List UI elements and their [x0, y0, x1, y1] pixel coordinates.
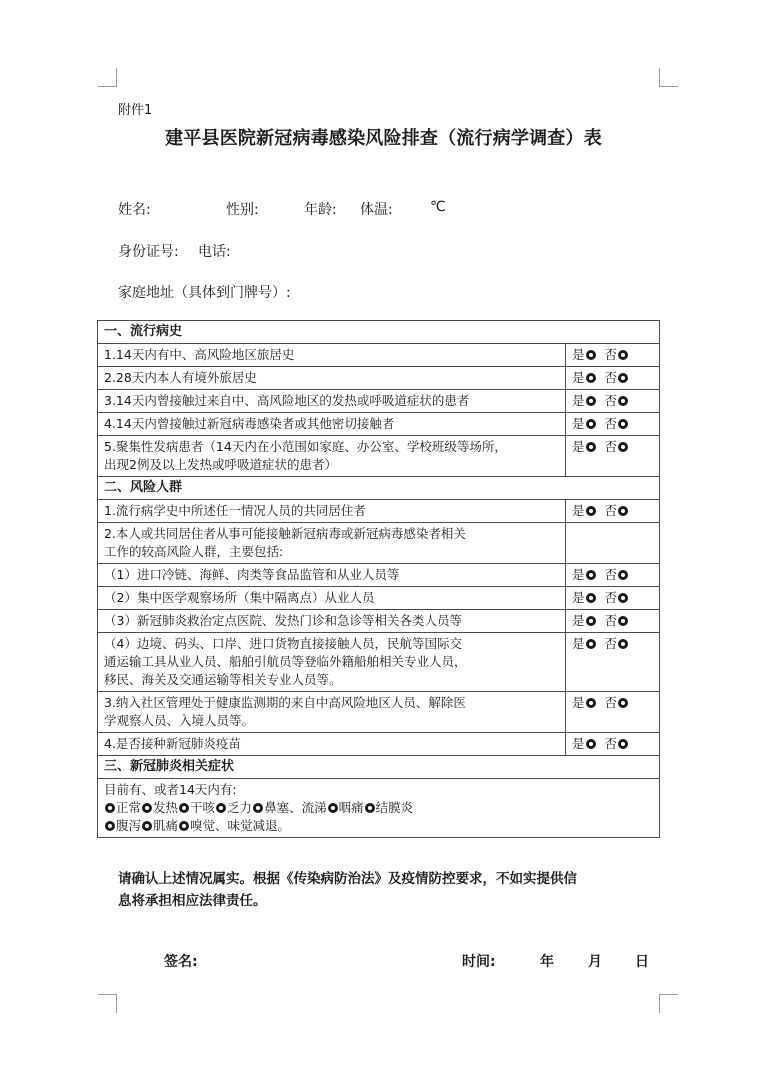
gender-field[interactable]: 性别: — [226, 202, 259, 218]
question-text: （3）新冠肺炎救治定点医院、发热门诊和急诊等相关各类人员等 — [98, 610, 566, 633]
yes-no-choice[interactable]: 是 否 — [566, 692, 660, 733]
yes-radio-icon[interactable] — [586, 570, 596, 580]
table-row — [98, 564, 660, 587]
yes-no-choice[interactable]: 是 否 — [566, 633, 660, 692]
table-row — [98, 733, 660, 756]
question-text: （4）边境、码头、口岸、进口货物直接接触人员，民航等国际交 通运输工具从业人员、船舶引航员等登临外籍船舶相关专业人员， 移民、海关及交通运输等相关专业人员等。 — [98, 633, 566, 692]
symptom-radio-icon[interactable] — [216, 803, 226, 813]
no-radio-icon[interactable] — [618, 442, 628, 452]
symptom-radio-icon[interactable] — [179, 803, 189, 813]
yes-radio-icon[interactable] — [586, 506, 596, 516]
symptom-radio-icon[interactable] — [328, 803, 338, 813]
yes-radio-icon[interactable] — [586, 593, 596, 603]
symptoms-intro: 目前有、或者14天内有: — [104, 782, 237, 797]
yes-radio-icon[interactable] — [586, 639, 596, 649]
yes-radio-icon[interactable] — [586, 396, 596, 406]
table-row — [98, 779, 660, 838]
yes-radio-icon[interactable] — [586, 373, 596, 383]
question-text: 2.28天内本人有境外旅居史 — [98, 367, 566, 390]
symptom-radio-icon[interactable] — [142, 821, 152, 831]
id-number-field[interactable]: 身份证号: — [118, 244, 179, 260]
symptom-radio-icon[interactable] — [142, 803, 152, 813]
attachment-label: 附件1 — [118, 103, 153, 118]
corner-mark-top-right — [659, 68, 678, 87]
symptom-radio-icon[interactable] — [253, 803, 263, 813]
table-row — [98, 692, 660, 733]
year-label: 年 — [540, 954, 554, 970]
no-radio-icon[interactable] — [618, 739, 628, 749]
yes-no-choice[interactable]: 是 否 — [566, 344, 660, 367]
no-radio-icon[interactable] — [618, 350, 628, 360]
address-field[interactable]: 家庭地址（具体到门牌号）: — [118, 285, 291, 301]
no-radio-icon[interactable] — [618, 639, 628, 649]
no-radio-icon[interactable] — [618, 593, 628, 603]
yes-radio-icon[interactable] — [586, 350, 596, 360]
day-label: 日 — [635, 954, 649, 970]
empty-answer-cell — [566, 523, 660, 564]
page-title: 建平县医院新冠病毒感染风险排查（流行病学调查）表 — [165, 128, 602, 149]
yes-radio-icon[interactable] — [586, 698, 596, 708]
yes-no-choice[interactable]: 是 否 — [566, 367, 660, 390]
yes-no-choice[interactable]: 是 否 — [566, 610, 660, 633]
table-row — [98, 390, 660, 413]
table-row — [98, 344, 660, 367]
screening-table — [97, 320, 660, 838]
table-row — [98, 587, 660, 610]
yes-no-choice[interactable]: 是 否 — [566, 413, 660, 436]
declaration-text: 请确认上述情况属实。根据《传染病防治法》及疫情防控要求，不如实提供信 息将承担相应法律责任。 — [118, 871, 577, 909]
age-field[interactable]: 年龄: — [304, 202, 337, 218]
no-radio-icon[interactable] — [618, 506, 628, 516]
symptom-radio-icon[interactable] — [365, 803, 375, 813]
yes-no-choice[interactable]: 是 否 — [566, 436, 660, 477]
no-radio-icon[interactable] — [618, 396, 628, 406]
yes-no-choice[interactable]: 是 否 — [566, 500, 660, 523]
yes-no-choice[interactable]: 是 否 — [566, 587, 660, 610]
table-row — [98, 610, 660, 633]
question-text: 5.聚集性发病患者（14天内在小范围如家庭、办公室、学校班级等场所， 出现2例及以上发热或呼吸道症状的患者） — [98, 436, 566, 477]
section-title-symptoms: 三、新冠肺炎相关症状 — [98, 756, 660, 779]
symptoms-row-1: 正常 发热 干咳 乏力 鼻塞、流涕 咽痛 结膜炎 — [104, 799, 653, 817]
question-text: （2）集中医学观察场所（集中隔离点）从业人员 — [98, 587, 566, 610]
corner-mark-bottom-right — [659, 994, 678, 1013]
temperature-field[interactable]: 体温: — [360, 202, 393, 218]
no-radio-icon[interactable] — [618, 698, 628, 708]
yes-radio-icon[interactable] — [586, 739, 596, 749]
yes-radio-icon[interactable] — [586, 419, 596, 429]
temperature-unit: ℃ — [430, 199, 446, 215]
question-text: 2.本人或共同居住者从事可能接触新冠病毒或新冠病毒感染者相关 工作的较高风险人群，主要包括: — [98, 523, 566, 564]
symptom-radio-icon[interactable] — [179, 821, 189, 831]
yes-no-choice[interactable]: 是 否 — [566, 564, 660, 587]
corner-mark-bottom-left — [98, 994, 117, 1013]
phone-field[interactable]: 电话: — [198, 244, 231, 260]
section-title-epidemiology: 一、流行病史 — [98, 321, 660, 344]
question-text: 1.14天内有中、高风险地区旅居史 — [98, 344, 566, 367]
yes-no-choice[interactable]: 是 否 — [566, 390, 660, 413]
question-text: 3.14天内曾接触过来自中、高风险地区的发热或呼吸道症状的患者 — [98, 390, 566, 413]
question-text: （1）进口冷链、海鲜、肉类等食品监管和从业人员等 — [98, 564, 566, 587]
no-radio-icon[interactable] — [618, 570, 628, 580]
signature-field[interactable]: 签名: — [164, 954, 198, 970]
section-title-risk-groups: 二、风险人群 — [98, 477, 660, 500]
table-row — [98, 633, 660, 692]
question-text: 4.14天内曾接触过新冠病毒感染者或其他密切接触者 — [98, 413, 566, 436]
table-row — [98, 413, 660, 436]
month-label: 月 — [588, 954, 602, 970]
no-radio-icon[interactable] — [618, 616, 628, 626]
time-field[interactable]: 时间: — [462, 954, 496, 970]
table-row — [98, 523, 660, 564]
symptom-radio-icon[interactable] — [105, 803, 115, 813]
no-radio-icon[interactable] — [618, 419, 628, 429]
yes-no-choice[interactable]: 是 否 — [566, 733, 660, 756]
question-text: 4.是否接种新冠肺炎疫苗 — [98, 733, 566, 756]
symptom-radio-icon[interactable] — [105, 821, 115, 831]
question-text: 1.流行病学史中所述任一情况人员的共同居住者 — [98, 500, 566, 523]
table-row — [98, 500, 660, 523]
symptoms-cell — [98, 779, 660, 838]
name-field[interactable]: 姓名: — [118, 202, 151, 218]
symptoms-row-2: 腹泻 肌痛 嗅觉、味觉减退。 — [104, 817, 653, 835]
yes-radio-icon[interactable] — [586, 442, 596, 452]
corner-mark-top-left — [98, 68, 117, 87]
no-radio-icon[interactable] — [618, 373, 628, 383]
yes-radio-icon[interactable] — [586, 616, 596, 626]
question-text: 3.纳入社区管理处于健康监测期的来自中高风险地区人员、解除医 学观察人员、入境人员等。 — [98, 692, 566, 733]
table-row — [98, 367, 660, 390]
table-row — [98, 436, 660, 477]
